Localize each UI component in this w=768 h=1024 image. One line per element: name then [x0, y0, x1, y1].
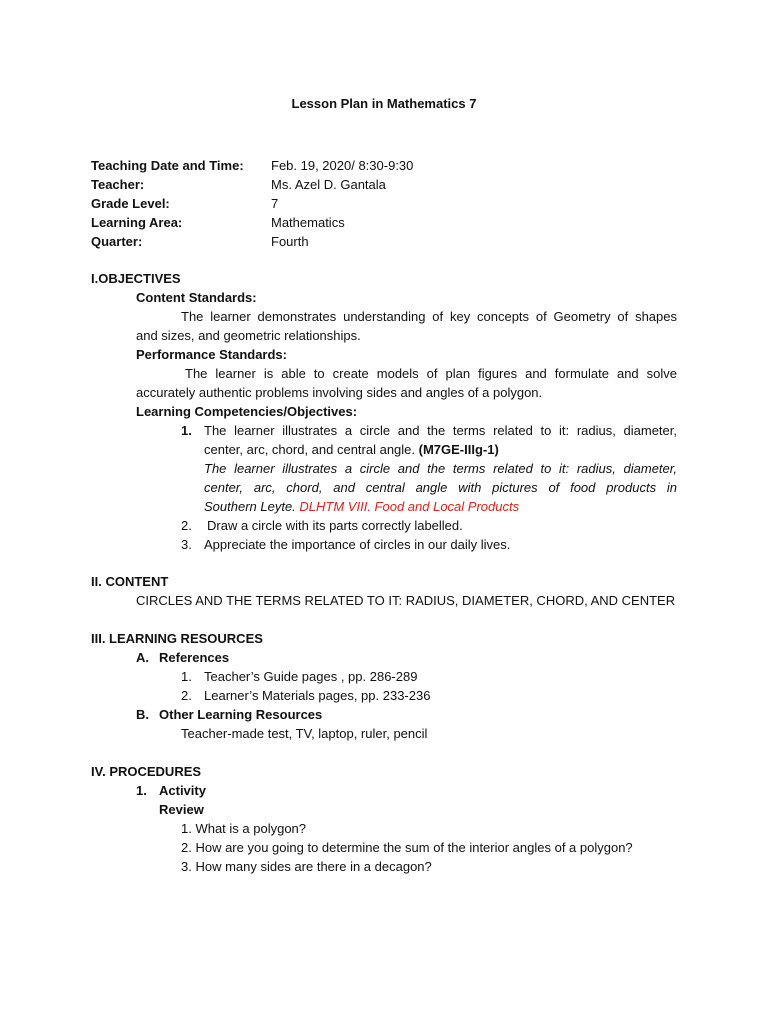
- info-label-grade: Grade Level:: [91, 196, 170, 211]
- objectives-heading: I.OBJECTIVES: [91, 271, 181, 286]
- reference-2-number: 2.: [181, 688, 192, 703]
- objective-1-italic-line2: center, arc, chord, and central angle with pictures of food products in: [204, 480, 677, 495]
- objective-1-line1: The learner illustrates a circle and the terms related to it: radius, diameter,: [204, 423, 677, 438]
- content-standards-label: Content Standards:: [136, 290, 257, 305]
- objective-1-line2: [204, 442, 499, 458]
- info-label-teacher: Teacher:: [91, 177, 145, 192]
- objective-3-number: 3.: [181, 537, 192, 552]
- competencies-label: Learning Competencies/Objectives:: [136, 404, 358, 419]
- info-value-date: Feb. 19, 2020/ 8:30-9:30: [271, 158, 414, 173]
- info-value-quarter: Fourth: [271, 234, 309, 249]
- info-label-quarter: Quarter:: [91, 234, 143, 249]
- review-label: Review: [159, 802, 204, 817]
- objective-2-number: 2.: [181, 518, 192, 533]
- references-letter: A.: [136, 650, 149, 665]
- objective-1-number: 1.: [181, 423, 192, 438]
- procedures-heading: IV. PROCEDURES: [91, 764, 202, 779]
- performance-standards-label: Performance Standards:: [136, 347, 287, 362]
- reference-1-number: 1.: [181, 669, 192, 684]
- objective-1-line2-text: center, arc, chord, and central angle.: [204, 442, 416, 457]
- references-title: References: [159, 650, 230, 665]
- performance-standards-line1: The learner is able to create models of plan figures and formulate and solve: [185, 366, 677, 381]
- objective-1-italic-line1: The learner illustrates a circle and the terms related to it: radius, diameter,: [204, 461, 677, 476]
- objective-1-integration-tag: DLHTM VIII. Food and Local Products: [299, 499, 520, 514]
- content-heading: II. CONTENT: [91, 574, 169, 589]
- procedure-1-number: 1.: [136, 783, 147, 798]
- content-text: CIRCLES AND THE TERMS RELATED TO IT: RADIUS, DIAMETER, CHORD, AND CENTER: [136, 593, 676, 608]
- document-title: Lesson Plan in Mathematics 7: [291, 96, 477, 111]
- objective-1-place: Southern Leyte.: [204, 499, 296, 514]
- procedure-1-title: Activity: [159, 783, 206, 798]
- objective-1-code: (M7GE-IIIg-1): [418, 442, 499, 457]
- other-resources-text: Teacher-made test, TV, laptop, ruler, pencil: [181, 726, 428, 741]
- resources-heading: III. LEARNING RESOURCES: [91, 631, 263, 646]
- reference-2-text: Learner’s Materials pages, pp. 233-236: [204, 688, 431, 703]
- review-question-1: 1. What is a polygon?: [181, 821, 307, 836]
- other-resources-letter: B.: [136, 707, 149, 722]
- info-value-teacher: Ms. Azel D. Gantala: [271, 177, 386, 192]
- other-resources-title: Other Learning Resources: [159, 707, 323, 722]
- info-label-date: Teaching Date and Time:: [91, 158, 244, 173]
- review-question-2: 2. How are you going to determine the sum of the interior angles of a polygon?: [181, 840, 633, 855]
- info-value-grade: 7: [271, 196, 279, 211]
- content-standards-line1: The learner demonstrates understanding of key concepts of Geometry of shapes: [181, 309, 677, 324]
- objective-2-text: Draw a circle with its parts correctly labelled.: [207, 518, 463, 533]
- performance-standards-line2: accurately authentic problems involving sides and angles of a polygon.: [136, 385, 543, 400]
- info-label-area: Learning Area:: [91, 215, 183, 230]
- review-question-3: 3. How many sides are there in a decagon?: [181, 859, 432, 874]
- reference-1-text: Teacher’s Guide pages , pp. 286-289: [204, 669, 418, 684]
- content-standards-line2: and sizes, and geometric relationships.: [136, 328, 361, 343]
- info-value-area: Mathematics: [271, 215, 345, 230]
- objective-1-italic-line3: [204, 499, 519, 515]
- objective-3-text: Appreciate the importance of circles in our daily lives.: [204, 537, 511, 552]
